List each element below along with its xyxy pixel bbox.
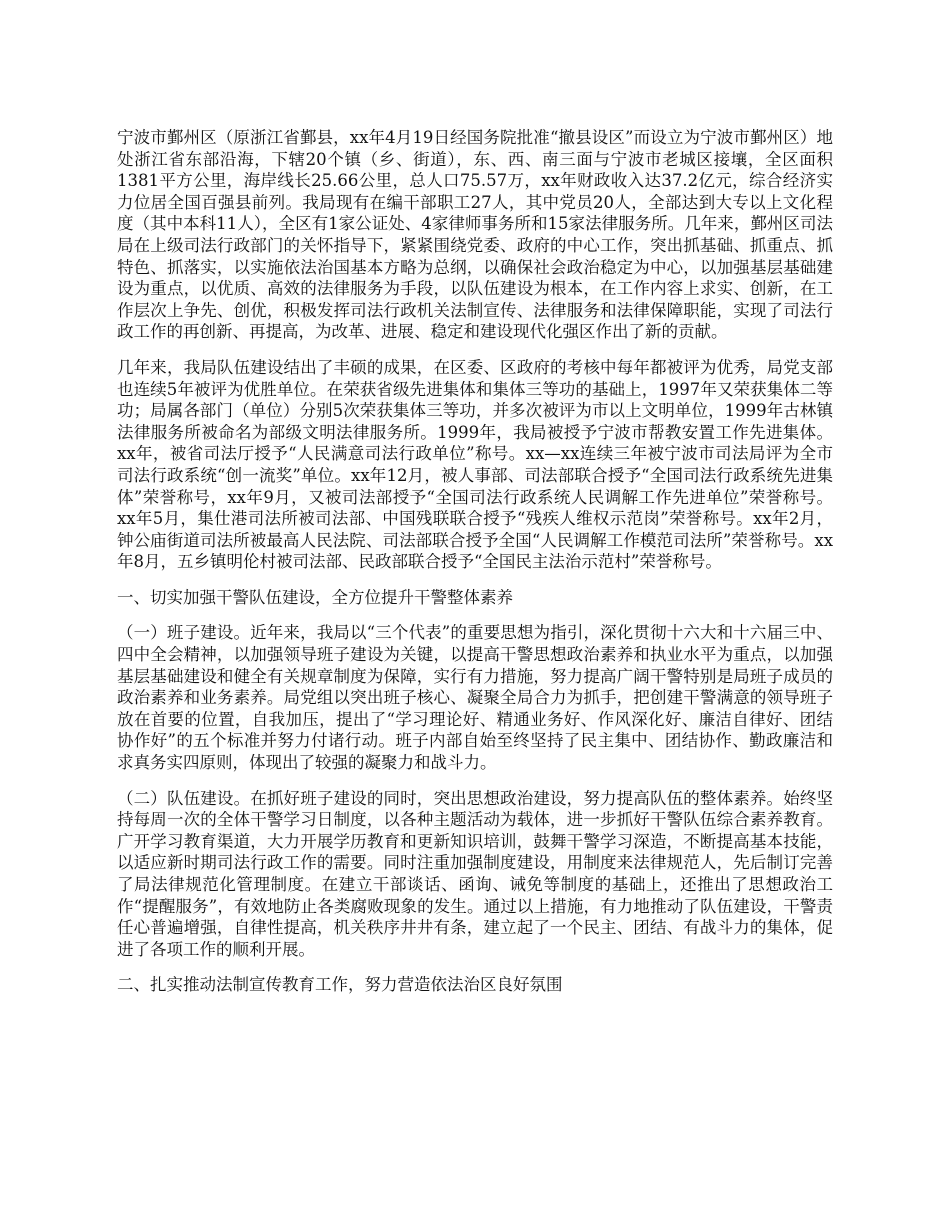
- section-heading-1: 一、切实加强干警队伍建设，全方位提升干警整体素养: [117, 587, 513, 607]
- paragraph-leadership-team: （一）班子建设。近年来，我局以“三个代表”的重要思想为指引，深化贯彻十六大和十六届三中、四中全会精神，以加强领导班子建设为关键，以提高干警思想政治素养和执业水平为重点，以加强基层基础建设和健全有关规章制度为保障，实行有力措施，努力提高广阔干警特别是局班子成员的政治素养和业务素养。局党组以突出班子核心、凝聚全局合力为抓手，把创建干警满意的领导班子放在首要的位置，自我加压，提出了“学习理论好、精通业务好、作风深化好、廉洁自律好、团结协作好”的五个标准并努力付诸行动。班子内部自始至终坚持了民主集中、团结协作、勤政廉洁和求真务实四原则，体现出了较强的凝聚力和战斗力。: [117, 623, 833, 773]
- paragraph-overview: 宁波市鄞州区（原浙江省鄞县，xx年4月19日经国务院批准“撤县设区”而设立为宁波市鄞州区）地处浙江省东部沿海，下辖20个镇（乡、街道），东、西、南三面与宁波市老城区接壤，全区面积1381平方公里，海岸线长25.66公里，总人口75.57万，xx年财政收入达37.2亿元，综合经济实力位居全国百强县前列。我局现有在编干部职工27人，其中党员20人，全部达到大专以上文化程度（其中本科11人），全区有1家公证处、4家律师事务所和15家法律服务所。几年来，鄞州区司法局在上级司法行政部门的关怀指导下，紧紧围绕党委、政府的中心工作，突出抓基础、抓重点、抓特色、抓落实，以实施依法治国基本方略为总纲，以确保社会政治稳定为中心，以加强基层基础建设为重点，以优质、高效的法律服务为手段，以队伍建设为根本，在工作内容上求实、创新，在工作层次上争先、创优，积极发挥司法行政机关法制宣传、法律服务和法律保障职能，实现了司法行政工作的再创新、再提高，为改革、进展、稳定和建设现代化强区作出了新的贡献。: [117, 128, 833, 342]
- document-page: [117, 127, 833, 1010]
- section-heading-2: 二、扎实推动法制宣传教育工作，努力营造依法治区良好氛围: [117, 975, 563, 995]
- paragraph-team-building: （二）队伍建设。在抓好班子建设的同时，突出思想政治建设，努力提高队伍的整体素养。始终坚持每周一次的全体干警学习日制度，以各种主题活动为载体，进一步抓好干警队伍综合素养教育。广开学习教育渠道，大力开展学历教育和更新知识培训，鼓舞干警学习深造，不断提高基本技能，以适应新时期司法行政工作的需要。同时注重加强制度建设，用制度来法律规范人，先后制订完善了局法律规范化管理制度。在建立干部谈话、函询、诫免等制度的基础上，还推出了思想政治工作“提醒服务”，有效地防止各类腐败现象的发生。通过以上措施，有力地推动了队伍建设，干警责任心普遍增强，自律性提高，机关秩序井井有条，建立起了一个民主、团结、有战斗力的集体，促进了各项工作的顺利开展。: [117, 788, 833, 959]
- paragraph-achievements: 几年来，我局队伍建设结出了丰硕的成果，在区委、区政府的考核中每年都被评为优秀，局党支部也连续5年被评为优胜单位。在荣获省级先进集体和集体三等功的基础上，1997年又荣获集体二等功；局属各部门（单位）分别5次荣获集体三等功，并多次被评为市以上文明单位，1999年古林镇法律服务所被命名为部级文明法律服务所。1999年，我局被授予宁波市帮教安置工作先进集体。xx年，被省司法厅授予“人民满意司法行政单位”称号。xx—xx连续三年被宁波市司法局评为全市司法行政系统“创一流奖”单位。xx年12月，被人事部、司法部联合授予“全国司法行政系统先进集体”荣誉称号，xx年9月，又被司法部授予“全国司法行政系统人民调解工作先进单位”荣誉称号。xx年5月，集仕港司法所被司法部、中国残联联合授予“残疾人维权示范岗”荣誉称号。xx年2月，钟公庙街道司法所被最高人民法院、司法部联合授予全国“人民调解工作模范司法所”荣誉称号。xx年8月，五乡镇明伦村被司法部、民政部联合授予“全国民主法治示范村”荣誉称号。: [117, 357, 833, 572]
